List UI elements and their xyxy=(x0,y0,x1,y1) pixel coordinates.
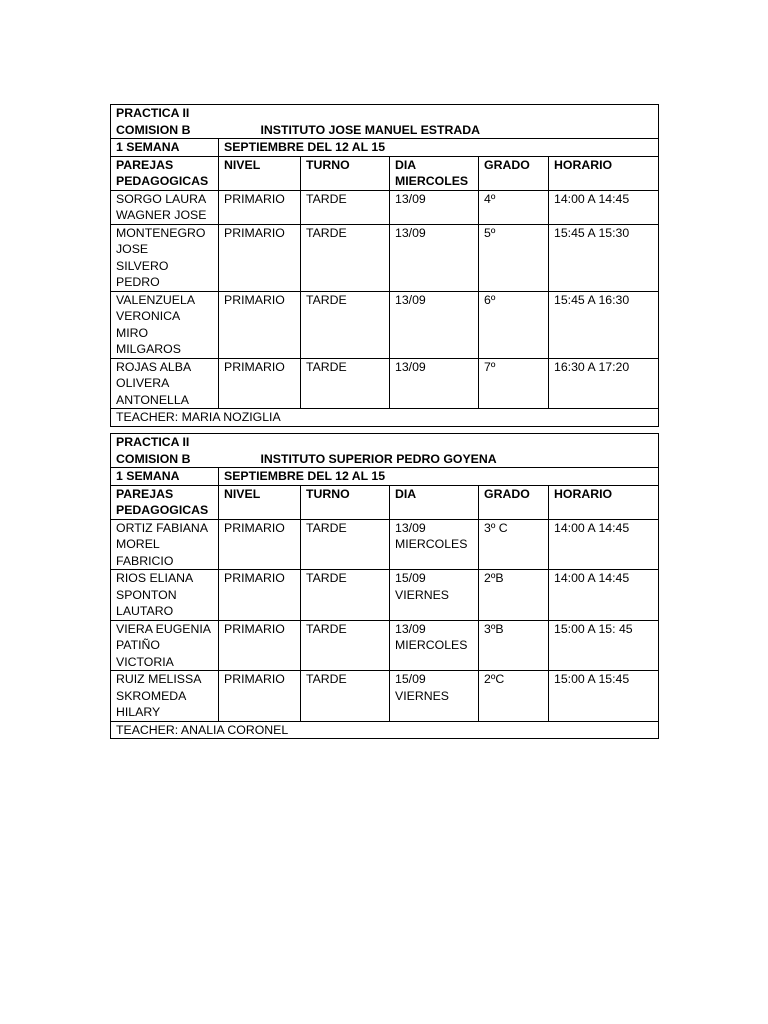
commission-label: COMISION B xyxy=(116,451,191,466)
table-row xyxy=(111,620,659,671)
level-cell: PRIMARIO xyxy=(219,519,301,570)
table-title xyxy=(111,434,659,468)
header-level: NIVEL xyxy=(219,485,301,519)
header-shift: TURNO xyxy=(301,485,390,519)
pairs-cell: VIERA EUGENIA PATIÑO VICTORIA xyxy=(111,620,219,671)
pairs-cell: SORGO LAURA WAGNER JOSE xyxy=(111,190,219,224)
grade-cell: 7º xyxy=(479,358,549,409)
schedule-cell: 15:00 A 15:45 xyxy=(549,671,659,722)
shift-cell: TARDE xyxy=(301,358,390,409)
day-cell: 13/09 MIERCOLES xyxy=(390,519,479,570)
table-row xyxy=(111,190,659,224)
institute-name: INSTITUTO JOSE MANUEL ESTRADA xyxy=(260,122,481,137)
day-cell: 13/09 xyxy=(390,224,479,291)
grade-cell: 2ºC xyxy=(479,671,549,722)
header-schedule: HORARIO xyxy=(549,485,659,519)
level-cell: PRIMARIO xyxy=(219,671,301,722)
schedule-cell: 15:45 A 16:30 xyxy=(549,291,659,358)
teacher-row xyxy=(111,409,659,427)
shift-cell: TARDE xyxy=(301,190,390,224)
schedule-cell: 15:45 A 15:30 xyxy=(549,224,659,291)
table-row xyxy=(111,519,659,570)
day-cell: 13/09 xyxy=(390,291,479,358)
level-cell: PRIMARIO xyxy=(219,291,301,358)
pairs-cell: VALENZUELA VERONICA MIRO MILGAROS xyxy=(111,291,219,358)
week-row xyxy=(111,468,659,486)
shift-cell: TARDE xyxy=(301,291,390,358)
schedule-cell: 14:00 A 14:45 xyxy=(549,570,659,621)
commission-label: COMISION B xyxy=(116,122,191,137)
week-label: 1 SEMANA xyxy=(111,468,219,486)
shift-cell: TARDE xyxy=(301,671,390,722)
pairs-cell: ORTIZ FABIANA MOREL FABRICIO xyxy=(111,519,219,570)
shift-cell: TARDE xyxy=(301,224,390,291)
teacher-label: TEACHER: ANALIA CORONEL xyxy=(111,721,659,739)
table-row xyxy=(111,358,659,409)
level-cell: PRIMARIO xyxy=(219,570,301,621)
institute-name: INSTITUTO SUPERIOR PEDRO GOYENA xyxy=(260,451,497,466)
header-row xyxy=(111,156,659,190)
header-level: NIVEL xyxy=(219,156,301,190)
header-schedule: HORARIO xyxy=(549,156,659,190)
day-cell: 13/09 xyxy=(390,190,479,224)
grade-cell: 3ºB xyxy=(479,620,549,671)
grade-cell: 2ºB xyxy=(479,570,549,621)
practice-label: PRACTICA II xyxy=(116,435,190,449)
table-row xyxy=(111,570,659,621)
day-cell: 15/09 VIERNES xyxy=(390,671,479,722)
header-grade: GRADO xyxy=(479,156,549,190)
schedule-cell: 15:00 A 15: 45 xyxy=(549,620,659,671)
table-row xyxy=(111,291,659,358)
schedule-cell: 14:00 A 14:45 xyxy=(549,190,659,224)
grade-cell: 5º xyxy=(479,224,549,291)
table-title-row xyxy=(111,434,659,468)
grade-cell: 6º xyxy=(479,291,549,358)
header-day: DIA xyxy=(390,485,479,519)
week-row xyxy=(111,139,659,157)
day-cell: 13/09 MIERCOLES xyxy=(390,620,479,671)
period-label: SEPTIEMBRE DEL 12 AL 15 xyxy=(219,468,659,486)
shift-cell: TARDE xyxy=(301,570,390,621)
header-pairs: PAREJAS PEDAGOGICAS xyxy=(111,156,219,190)
grade-cell: 4º xyxy=(479,190,549,224)
week-label: 1 SEMANA xyxy=(111,139,219,157)
schedule-cell: 14:00 A 14:45 xyxy=(549,519,659,570)
schedule-table-estrada xyxy=(110,104,659,427)
level-cell: PRIMARIO xyxy=(219,190,301,224)
table-row xyxy=(111,224,659,291)
schedule-cell: 16:30 A 17:20 xyxy=(549,358,659,409)
teacher-row xyxy=(111,721,659,739)
pairs-cell: ROJAS ALBA OLIVERA ANTONELLA xyxy=(111,358,219,409)
level-cell: PRIMARIO xyxy=(219,620,301,671)
pairs-cell: MONTENEGRO JOSE SILVERO PEDRO xyxy=(111,224,219,291)
header-day: DIA MIERCOLES xyxy=(390,156,479,190)
day-cell: 15/09 VIERNES xyxy=(390,570,479,621)
level-cell: PRIMARIO xyxy=(219,224,301,291)
teacher-label: TEACHER: MARIA NOZIGLIA xyxy=(111,409,659,427)
pairs-cell: RIOS ELIANA SPONTON LAUTARO xyxy=(111,570,219,621)
level-cell: PRIMARIO xyxy=(219,358,301,409)
schedule-table-goyena xyxy=(110,433,659,739)
pairs-cell: RUIZ MELISSA SKROMEDA HILARY xyxy=(111,671,219,722)
table-title xyxy=(111,105,659,139)
table-title-row xyxy=(111,105,659,139)
practice-label: PRACTICA II xyxy=(116,106,190,120)
period-label: SEPTIEMBRE DEL 12 AL 15 xyxy=(219,139,659,157)
day-cell: 13/09 xyxy=(390,358,479,409)
table-row xyxy=(111,671,659,722)
grade-cell: 3º C xyxy=(479,519,549,570)
header-row xyxy=(111,485,659,519)
header-grade: GRADO xyxy=(479,485,549,519)
header-pairs: PAREJAS PEDAGOGICAS xyxy=(111,485,219,519)
shift-cell: TARDE xyxy=(301,620,390,671)
shift-cell: TARDE xyxy=(301,519,390,570)
header-shift: TURNO xyxy=(301,156,390,190)
